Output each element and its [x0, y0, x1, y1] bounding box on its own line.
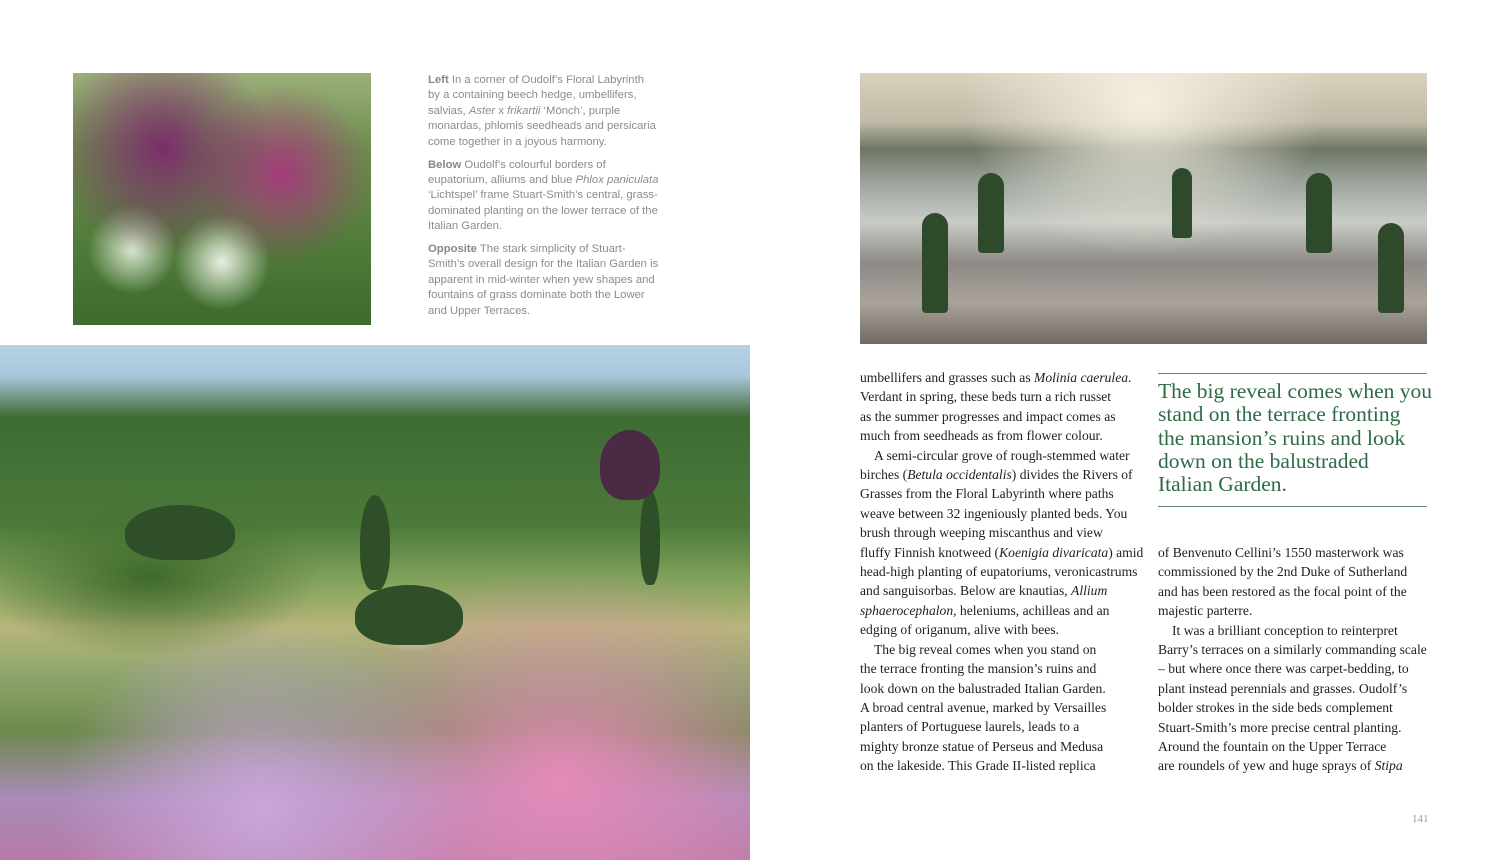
caption-line — [428, 173, 678, 188]
caption-line — [428, 119, 678, 134]
body-line — [860, 465, 1143, 484]
body-line — [1158, 562, 1427, 581]
body-line — [860, 601, 1143, 620]
text: birches ( — [860, 467, 908, 483]
caption-line — [428, 158, 678, 173]
text: Grasses from the Floral Labyrinth where paths — [860, 486, 1114, 502]
caption-line — [428, 88, 678, 103]
caption-left — [428, 73, 678, 150]
text: bolder strokes in the side beds complement — [1158, 700, 1393, 716]
text: planters of Portuguese laurels, leads to a — [860, 719, 1080, 735]
italic-text: frikartii — [507, 104, 541, 117]
body-line — [1158, 640, 1427, 659]
caption-opposite — [428, 242, 678, 319]
text: The big reveal comes when you stand on — [874, 641, 1097, 657]
body-line — [860, 659, 1143, 678]
body-line — [860, 504, 1143, 523]
text: dominated planting on the lower terrace of the — [428, 204, 658, 217]
pull-quote-top-rule — [1158, 373, 1427, 374]
text: ) divides the Rivers of — [1011, 467, 1133, 483]
pull-quote-line: down on the balustraded — [1158, 448, 1369, 473]
italic-text: Molinia caerulea — [1034, 370, 1129, 385]
text: plant instead perennials and grasses. Oudolf’s — [1158, 680, 1408, 696]
body-line — [860, 620, 1143, 639]
caption-line — [428, 188, 678, 203]
body-line — [860, 640, 1143, 659]
italic-text: Aster — [468, 104, 496, 117]
body-line — [1158, 698, 1427, 717]
text: ‘Mönch’, purple — [540, 104, 621, 117]
caption-line — [428, 104, 678, 119]
body-line — [1158, 737, 1427, 756]
text: A semi-circular grove of rough-stemmed water — [874, 447, 1130, 463]
text: fountains of grass dominate both the Lower — [428, 289, 645, 302]
body-line — [1158, 582, 1427, 601]
body-line — [860, 387, 1143, 406]
text: eupatorium, alliums and blue — [428, 173, 576, 186]
body-line — [1158, 621, 1427, 640]
text: are roundels of yew and huge sprays of — [1158, 758, 1375, 774]
text: brush through weeping miscanthus and view — [860, 525, 1103, 541]
text: Around the fountain on the Upper Terrace — [1158, 739, 1387, 755]
text: ) amid — [1108, 544, 1144, 560]
body-line — [860, 562, 1143, 581]
photo-captions — [428, 73, 678, 327]
text: – but where once there was carpet-bedding, to — [1158, 661, 1409, 677]
italic-text: Allium — [1071, 583, 1108, 599]
text: weave between 32 ingeniously planted beds. You — [860, 505, 1128, 521]
text: salvias, — [428, 104, 469, 117]
text: come together in a joyous harmony. — [428, 135, 607, 148]
text: It was a brilliant conception to reinterpret — [1172, 622, 1398, 638]
caption-line — [428, 288, 678, 303]
text: monardas, phlomis seedheads and persicaria — [428, 120, 656, 133]
text: A broad central avenue, marked by Versailles — [860, 699, 1107, 715]
body-line — [860, 698, 1143, 717]
caption-label: Opposite — [428, 243, 477, 256]
text: . — [1128, 370, 1132, 385]
text: The stark simplicity of Stuart- — [476, 243, 626, 256]
text: of Benvenuto Cellini’s 1550 masterwork was — [1158, 545, 1404, 560]
text: mighty bronze statue of Perseus and Medusa — [860, 738, 1104, 754]
body-line — [1158, 659, 1427, 678]
text: as the summer progresses and impact comes as — [860, 408, 1116, 424]
caption-below — [428, 158, 678, 235]
caption-line — [428, 304, 678, 319]
italic-text: Betula occidentalis — [907, 467, 1012, 483]
pull-quote-line: Italian Garden. — [1158, 472, 1287, 497]
text: and sanguisorbas. Below are knautias, — [860, 583, 1072, 599]
pull-quote-line: The big reveal comes when you — [1158, 379, 1433, 403]
caption-line — [428, 257, 678, 272]
italic-text: Koenigia divaricata — [999, 544, 1109, 560]
body-text-column-1 — [860, 368, 1143, 776]
text: head-high planting of eupatoriums, veronicastrums — [860, 564, 1138, 580]
caption-label: Below — [428, 158, 462, 171]
body-text-column-2 — [1158, 543, 1427, 776]
body-line — [860, 756, 1143, 775]
text: Smith’s overall design for the Italian Garden is — [428, 258, 659, 271]
body-line — [860, 543, 1143, 562]
body-line — [1158, 718, 1427, 737]
text: apparent in mid-winter when yew shapes and — [428, 273, 655, 286]
caption-line — [428, 219, 678, 234]
caption-line — [428, 204, 678, 219]
text: commissioned by the 2nd Duke of Sutherland — [1158, 564, 1408, 580]
body-line — [1158, 543, 1427, 562]
italic-text: sphaerocephalon — [860, 602, 954, 618]
body-line — [860, 737, 1143, 756]
text: , heleniums, achilleas and an — [953, 602, 1110, 618]
body-line — [1158, 601, 1427, 620]
text: and has been restored as the focal point of the — [1158, 583, 1407, 599]
text: look down on the balustraded Italian Garden. — [860, 680, 1106, 696]
body-line — [860, 581, 1143, 600]
pull-quote-line: the mansion’s ruins and look — [1158, 425, 1406, 450]
text: umbellifers and grasses such as — [860, 370, 1035, 385]
text: Verdant in spring, these beds turn a rich russet — [860, 389, 1112, 405]
text: by a containing beech hedge, umbellifers, — [428, 89, 637, 102]
body-line — [860, 717, 1143, 736]
caption-label: Left — [428, 74, 449, 86]
body-line — [860, 407, 1143, 426]
text: ‘Lichtspel’ frame Stuart-Smith’s central, grass- — [428, 189, 658, 202]
italic-text: Phlox paniculata — [575, 173, 659, 186]
italic-text: Stipa — [1374, 758, 1403, 774]
text: much from seedheads as from flower colour. — [860, 428, 1103, 444]
caption-line — [428, 273, 678, 288]
text: In a corner of Oudolf’s Floral Labyrinth — [448, 74, 644, 86]
body-line — [860, 368, 1143, 387]
text: on the lakeside. This Grade II-listed replica — [860, 758, 1096, 774]
body-line — [1158, 679, 1427, 698]
body-line — [1158, 756, 1427, 775]
text: fluffy Finnish knotweed ( — [860, 544, 1000, 560]
photo-floral-labyrinth — [73, 73, 371, 325]
caption-line — [428, 135, 678, 150]
body-line — [860, 426, 1143, 445]
body-line — [860, 484, 1143, 503]
text: edging of origanum, alive with bees. — [860, 622, 1059, 638]
caption-line — [428, 242, 678, 257]
text: Italian Garden. — [428, 220, 503, 233]
photo-italian-garden-winter — [860, 73, 1427, 344]
text: Oudolf’s colourful borders of — [461, 158, 606, 171]
text: Barry’s terraces on a similarly commanding scale — [1158, 642, 1427, 658]
page-number: 141 — [1412, 813, 1429, 825]
pull-quote — [1158, 380, 1433, 496]
text: majestic parterre. — [1158, 603, 1253, 619]
body-line — [860, 446, 1143, 465]
body-line — [860, 523, 1143, 542]
text: Stuart-Smith’s more precise central planting. — [1158, 719, 1402, 735]
text: the terrace fronting the mansion’s ruins and — [860, 661, 1097, 677]
pull-quote-bottom-rule — [1158, 506, 1427, 507]
text: x — [495, 104, 508, 117]
text: and Upper Terraces. — [428, 304, 531, 317]
body-line — [860, 679, 1143, 698]
photo-italian-garden-borders — [0, 345, 750, 860]
pull-quote-line: stand on the terrace fronting — [1158, 402, 1401, 427]
caption-line — [428, 73, 678, 88]
